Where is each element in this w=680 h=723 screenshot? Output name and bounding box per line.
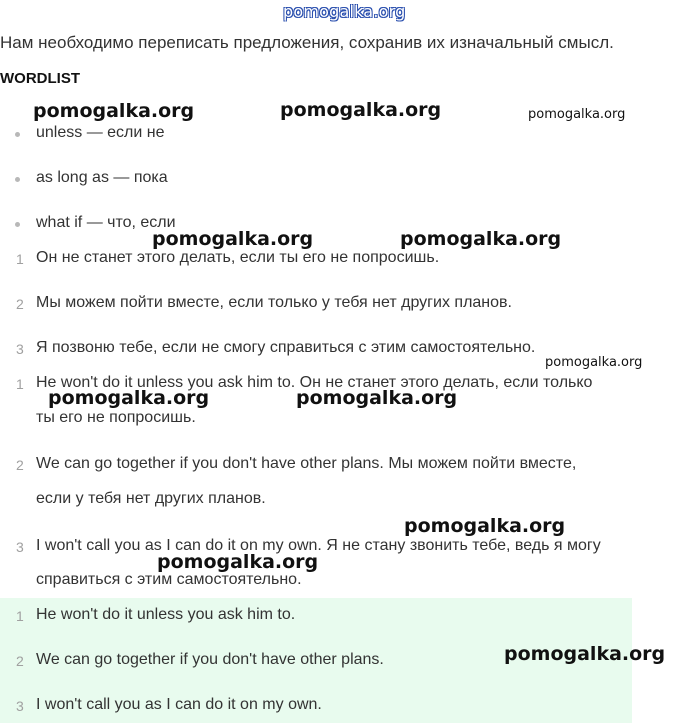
sentence-text: Я позвоню тебе, если не смогу справиться с этим самостоятельно. bbox=[36, 339, 536, 356]
answer-text: He won't do it unless you ask him to. bbox=[36, 606, 296, 623]
watermark: pomogalka.org bbox=[404, 515, 566, 537]
watermark: pomogalka.org bbox=[280, 99, 442, 121]
wordlist-item-text: as long as — пока bbox=[36, 169, 168, 186]
explained-line: справиться с этим самостоятельно. bbox=[36, 571, 302, 588]
watermark: pomogalka.org bbox=[33, 100, 195, 122]
watermark: pomogalka.org bbox=[504, 643, 666, 665]
sentence-text: Мы можем пойти вместе, если только у тебя нет других планов. bbox=[36, 294, 512, 311]
explained-line: если у тебя нет других планов. bbox=[36, 490, 266, 507]
explained-line: I won't call you as I can do it on my own. Я не стану звонить тебе, ведь я могу bbox=[36, 537, 601, 554]
watermark: pomogalka.org bbox=[528, 107, 626, 122]
answer-text: I won't call you as I can do it on my own. bbox=[36, 696, 322, 713]
watermark: pomogalka.org bbox=[152, 228, 314, 250]
explained-line: We can go together if you don't have other plans. Мы можем пойти вместе, bbox=[36, 455, 577, 472]
instruction-text: Нам необходимо переписать предложения, сохранив их изначальный смысл. bbox=[0, 33, 614, 52]
item-number: 2 bbox=[16, 653, 24, 669]
item-number: 2 bbox=[16, 457, 24, 473]
wordlist-item-text: what if — что, если bbox=[36, 214, 176, 231]
bullet-dot-icon bbox=[15, 177, 20, 182]
item-number: 1 bbox=[16, 608, 24, 624]
wordlist-item-text: unless — если не bbox=[36, 124, 165, 141]
explained-line: ты его не попросишь. bbox=[36, 409, 196, 426]
watermark: pomogalka.org bbox=[48, 387, 210, 409]
bullet-dot-icon bbox=[15, 222, 20, 227]
watermark: pomogalka.org bbox=[545, 355, 643, 370]
item-number: 1 bbox=[16, 376, 24, 392]
item-number: 1 bbox=[16, 251, 24, 267]
item-number: 3 bbox=[16, 539, 24, 555]
item-number: 3 bbox=[16, 698, 24, 714]
watermark: pomogalka.org bbox=[157, 551, 319, 573]
bullet-dot-icon bbox=[15, 132, 20, 137]
item-number: 2 bbox=[16, 296, 24, 312]
watermark: pomogalka.org bbox=[296, 387, 458, 409]
explained-line: He won't do it unless you ask him to. Он не станет этого делать, если только bbox=[36, 374, 593, 391]
wordlist-title: WORDLIST bbox=[0, 70, 80, 87]
watermark: pomogalka.org bbox=[400, 228, 562, 250]
answer-text: We can go together if you don't have other plans. bbox=[36, 651, 384, 668]
sentence-text: Он не станет этого делать, если ты его не попросишь. bbox=[36, 249, 440, 266]
site-header-watermark: pomogalka.org bbox=[283, 2, 406, 21]
item-number: 3 bbox=[16, 341, 24, 357]
